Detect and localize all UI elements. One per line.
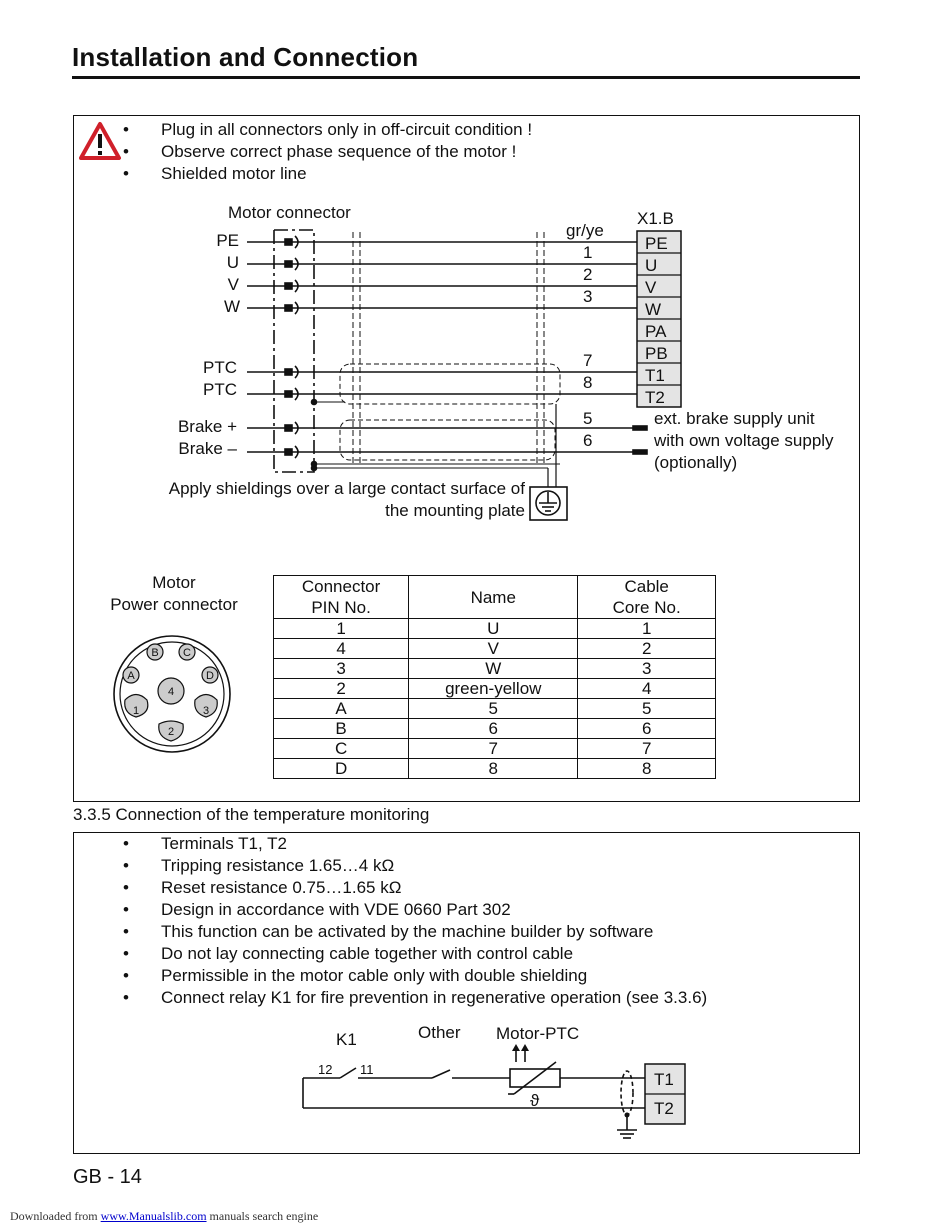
list-item: • Connect relay K1 for fire prevention in regenerative operation (see 3.3.6)	[123, 987, 707, 1009]
core-number: 3	[583, 287, 593, 306]
table-cell: 4	[578, 679, 716, 699]
power-connector-label-line: Motor	[152, 573, 196, 592]
wiring-diagram	[0, 0, 950, 560]
terminal-pe: PE	[645, 234, 668, 253]
table-cell: B	[274, 719, 409, 739]
table-cell: W	[409, 659, 578, 679]
motor-connector-label: Motor connector	[228, 203, 351, 222]
brake-note-line: with own voltage supply	[654, 431, 834, 450]
wire-label-brake-minus: Brake –	[178, 439, 237, 458]
terminal-block-label: X1.B	[637, 209, 674, 228]
table-header-line: Cable	[624, 577, 669, 596]
contact-number: 12	[318, 1062, 333, 1077]
table-cell: V	[409, 639, 578, 659]
power-connector-label-line: Power connector	[110, 595, 238, 614]
terminal-v: V	[645, 278, 657, 297]
wire-label-pe: PE	[216, 231, 239, 250]
pin-1: 1	[132, 705, 140, 717]
table-cell: 2	[274, 679, 409, 699]
table-cell: 5	[578, 699, 716, 719]
pin-2: 2	[167, 726, 175, 738]
shield-note-line: the mounting plate	[385, 501, 525, 520]
table-header	[409, 576, 578, 619]
terminal-u: U	[645, 256, 658, 275]
table-header-line: PIN No.	[311, 598, 371, 617]
list-item: • Tripping resistance 1.65…4 kΩ	[123, 855, 707, 877]
wire-label-w: W	[223, 297, 240, 316]
core-number: 6	[583, 431, 593, 450]
list-item: • Do not lay connecting cable together with control cable	[123, 943, 707, 965]
table-cell: 4	[274, 639, 409, 659]
core-number: 8	[583, 373, 593, 392]
table-cell: C	[274, 739, 409, 759]
pin-assignment-table	[273, 575, 716, 779]
connector-pins	[285, 236, 298, 458]
brake-note-line: (optionally)	[654, 453, 738, 472]
brake-note-line: ext. brake supply unit	[654, 409, 815, 428]
motor-ptc-label: Motor-PTC	[496, 1024, 580, 1043]
temperature-list	[123, 833, 707, 1009]
power-connector-pinout	[110, 630, 240, 760]
terminal-block-x1b	[637, 231, 681, 407]
list-item: • Observe correct phase sequence of the motor !	[123, 141, 532, 163]
core-number: 2	[583, 265, 593, 284]
table-header	[578, 576, 716, 619]
core-number: 7	[583, 351, 593, 370]
table-row	[274, 759, 716, 779]
wire-label-u: U	[226, 253, 239, 272]
list-item: • Shielded motor line	[123, 163, 532, 185]
table-row	[274, 659, 716, 679]
core-number: 5	[583, 409, 593, 428]
table-header-line: Connector	[301, 577, 381, 596]
table-cell: 2	[578, 639, 716, 659]
other-label: Other	[418, 1023, 461, 1042]
wire-label-v: V	[227, 275, 239, 294]
table-row	[274, 739, 716, 759]
core-number: 1	[583, 243, 593, 262]
terminal-t1: T1	[645, 366, 665, 385]
table-cell: 1	[274, 619, 409, 639]
k1-label: K1	[336, 1030, 357, 1049]
list-item: • Design in accordance with VDE 0660 Part 302	[123, 899, 707, 921]
table-cell: 7	[578, 739, 716, 759]
ptc-terminal-t2: T2	[654, 1099, 674, 1118]
footer-suffix: manuals search engine	[206, 1209, 319, 1223]
download-footer	[10, 1209, 318, 1224]
contact-number: 11	[360, 1062, 374, 1077]
wire-label-ptc: PTC	[203, 358, 237, 377]
table-cell: 5	[409, 699, 578, 719]
list-item: • Permissible in the motor cable only with double shielding	[123, 965, 707, 987]
table-header-line: Name	[470, 587, 516, 607]
wire-label-brake-plus: Brake +	[177, 417, 237, 436]
page-number: GB - 14	[73, 1166, 142, 1188]
table-row	[274, 679, 716, 699]
list-item: • This function can be activated by the machine builder by software	[123, 921, 707, 943]
wire-label-ptc: PTC	[203, 380, 237, 399]
table-cell: D	[274, 759, 409, 779]
table-cell: 8	[578, 759, 716, 779]
list-item: • Reset resistance 0.75…1.65 kΩ	[123, 877, 707, 899]
pin-a: A	[127, 670, 135, 682]
list-item: • Terminals T1, T2	[123, 833, 707, 855]
pin-4: 4	[167, 686, 175, 698]
table-header-line: Core No.	[612, 598, 681, 617]
terminal-pa: PA	[645, 322, 667, 341]
shield-note-line: Apply shieldings over a large contact surface of	[168, 479, 525, 498]
manualslib-link[interactable]: www.Manualslib.com	[100, 1209, 207, 1223]
power-connector-label	[100, 572, 248, 616]
pin-b: B	[151, 647, 159, 659]
ptc-terminal-t1: T1	[654, 1070, 674, 1089]
table-row	[274, 699, 716, 719]
pin-3: 3	[202, 705, 210, 717]
table-cell: 6	[578, 719, 716, 739]
table-cell: 3	[274, 659, 409, 679]
footer-prefix: Downloaded from	[10, 1209, 101, 1223]
table-cell: U	[409, 619, 578, 639]
terminal-t2: T2	[645, 388, 665, 407]
table-cell: 8	[409, 759, 578, 779]
theta-symbol: ϑ	[530, 1091, 540, 1110]
terminal-pb: PB	[645, 344, 668, 363]
grye-label: gr/ye	[566, 221, 604, 240]
page-title: Installation and Connection	[72, 42, 419, 72]
motor-connector-outline	[274, 230, 314, 472]
section-heading: 3.3.5 Connection of the temperature monitoring	[73, 805, 430, 824]
table-header-row	[274, 576, 716, 619]
table-cell: 6	[409, 719, 578, 739]
table-row	[274, 639, 716, 659]
table-cell: 7	[409, 739, 578, 759]
table-cell: 3	[578, 659, 716, 679]
terminal-w: W	[645, 300, 662, 319]
table-header	[274, 576, 409, 619]
table-row	[274, 719, 716, 739]
table-row	[274, 619, 716, 639]
pin-c: C	[183, 647, 191, 659]
ptc-circuit-diagram	[0, 1015, 950, 1150]
pin-d: D	[206, 670, 214, 682]
table-cell: A	[274, 699, 409, 719]
table-cell: green-yellow	[409, 679, 578, 699]
table-cell: 1	[578, 619, 716, 639]
list-item: • Plug in all connectors only in off-circuit condition !	[123, 119, 532, 141]
